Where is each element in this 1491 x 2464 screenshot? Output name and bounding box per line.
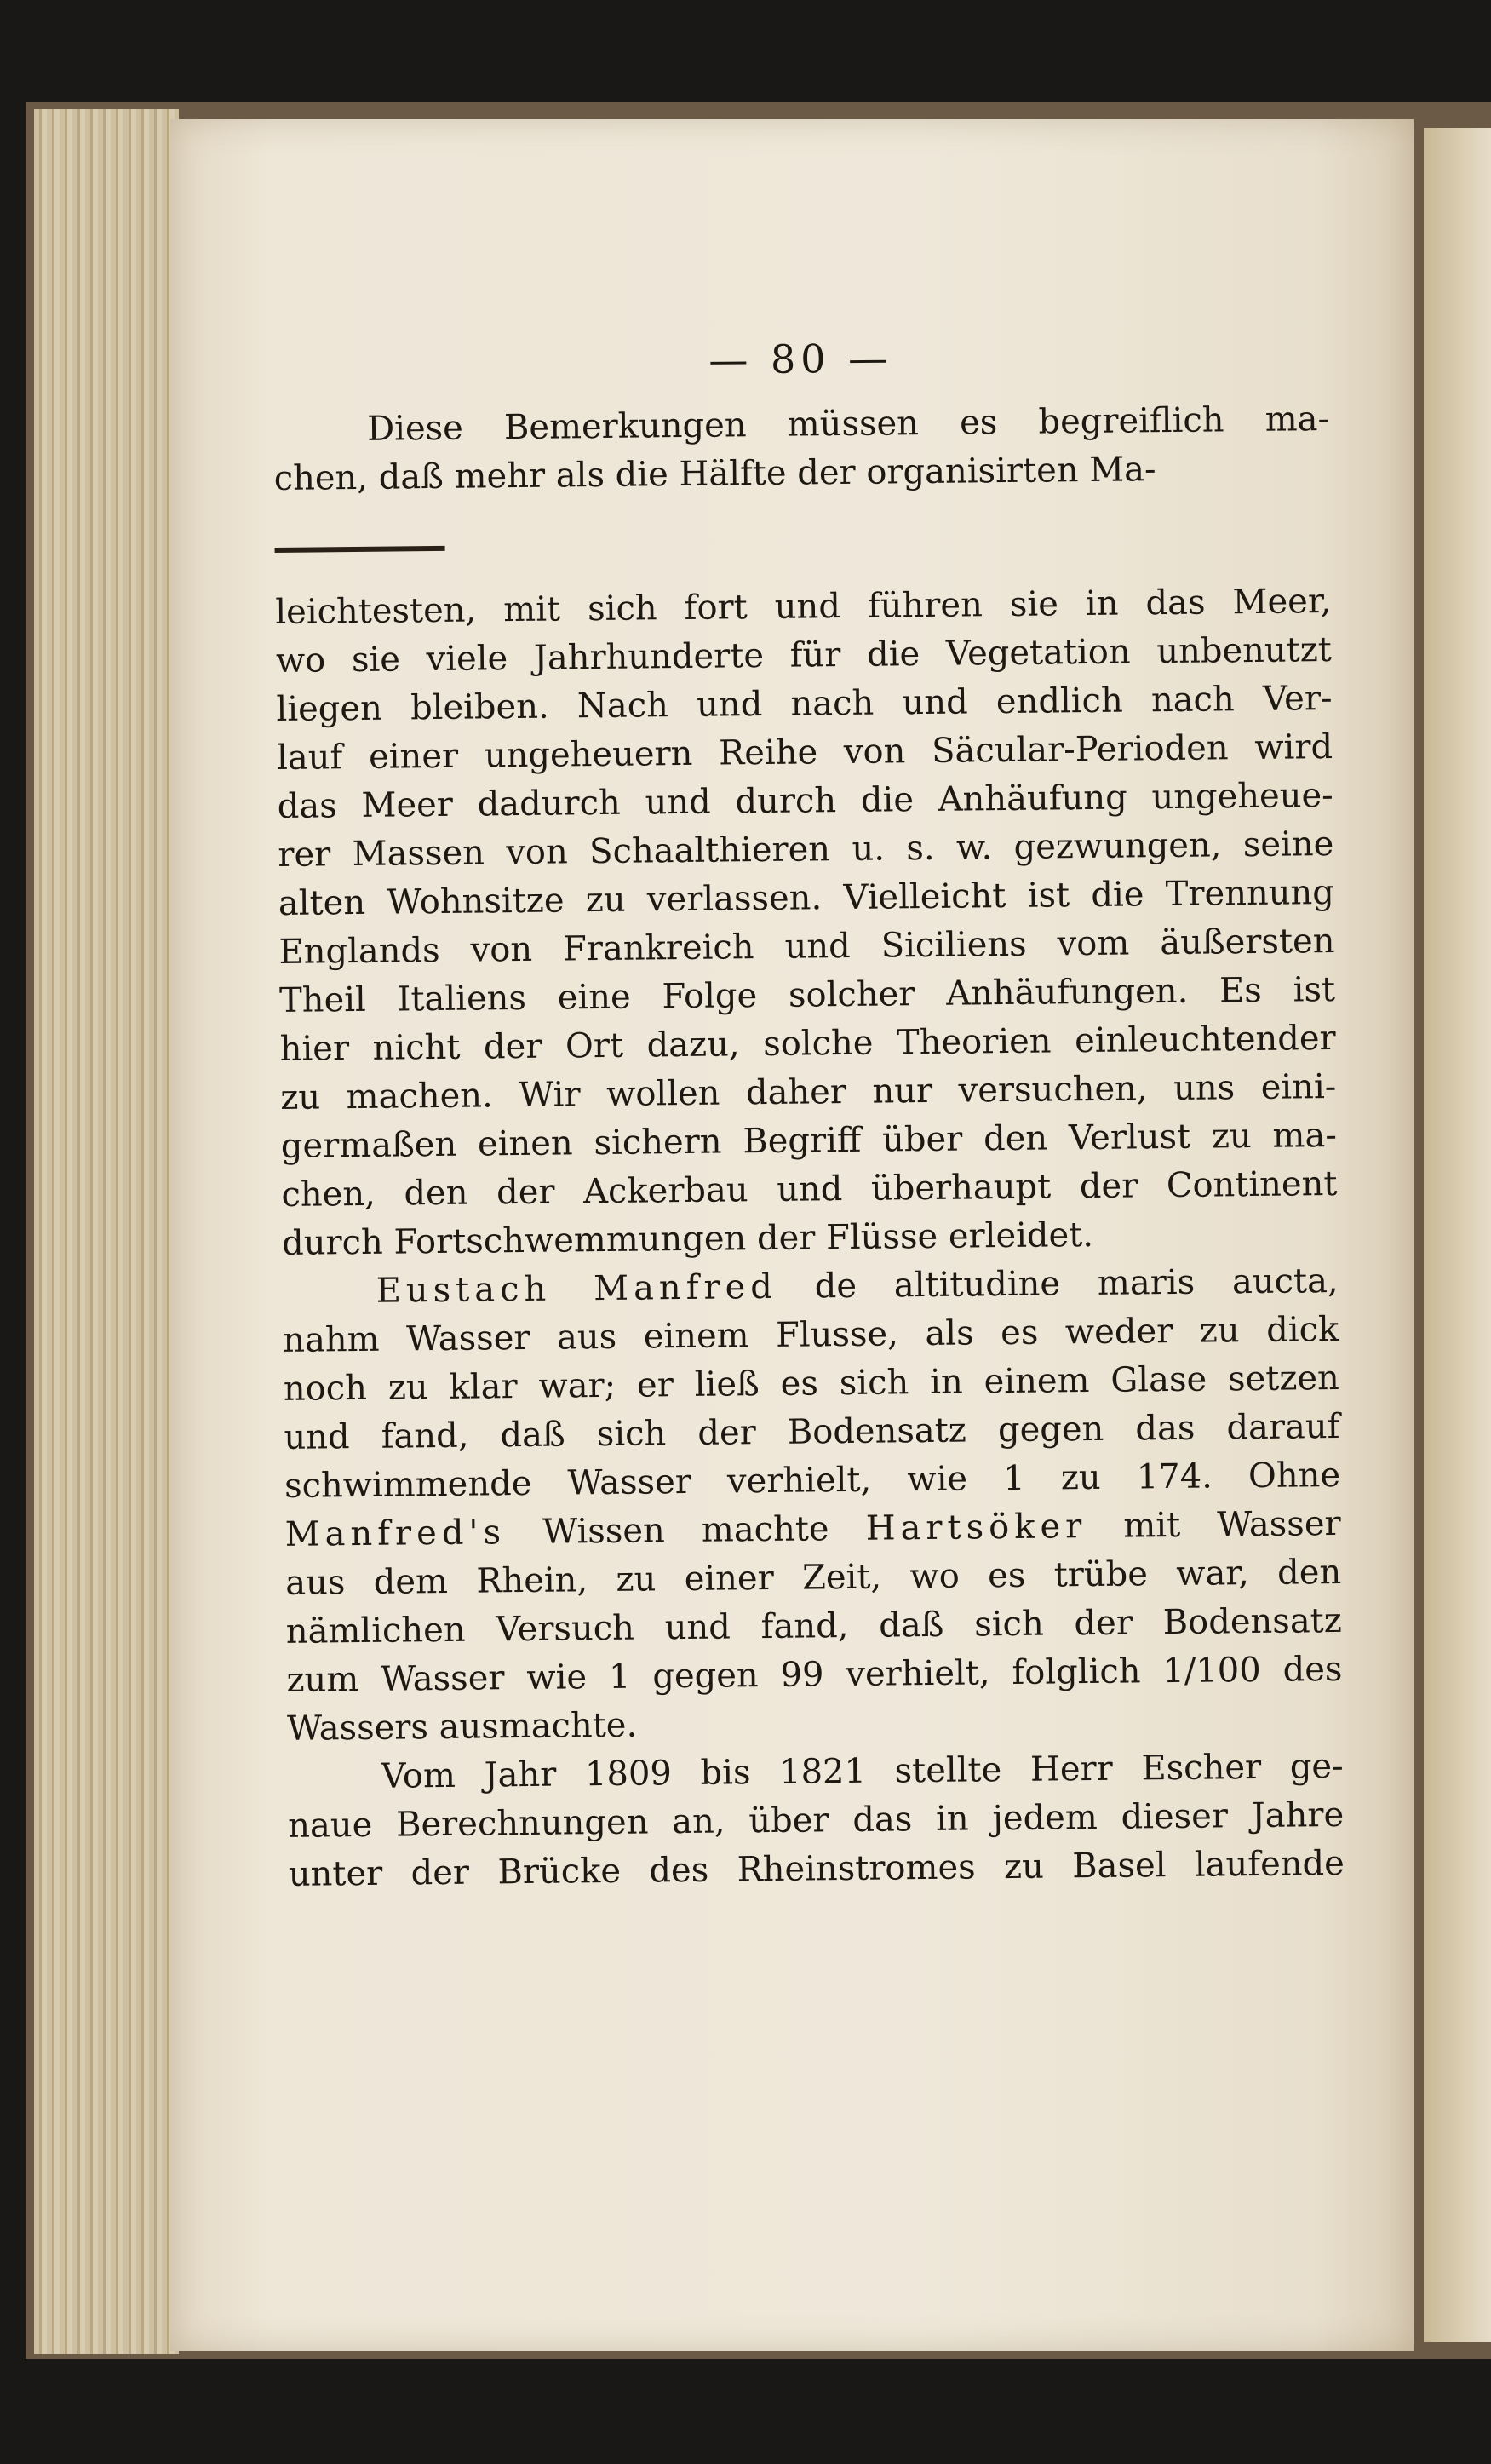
text-line: durch Fortschwemmungen der Flüsse erleidet. (281, 1215, 1094, 1263)
text-line: chen, den der Ackerbau und überhaupt der Continent (281, 1163, 1338, 1215)
text-line: zu machen. Wir wollen daher nur versuchen, uns eini- (280, 1066, 1337, 1117)
text-line: nahm Wasser aus einem Flusse, als es weder zu dick (283, 1309, 1339, 1360)
text-line: hier nicht der Ort dazu, solche Theorien einleuchtender (279, 1018, 1336, 1069)
text-line: lauf einer ungeheuern Reihe von Säcular-Perioden wird (276, 727, 1333, 778)
text-line: aus dem Rhein, zu einer Zeit, wo es trübe war, den (285, 1552, 1342, 1603)
text-line: schwimmende Wasser verhielt, wie 1 zu 174. Ohne (284, 1455, 1341, 1506)
text-line: naue Berechnungen an, über das in jedem dieser Jahre (288, 1795, 1345, 1846)
text-line: Wassers ausmachte. (286, 1705, 638, 1749)
text-line: und fand, daß sich der Bodensatz gegen das darauf (284, 1406, 1340, 1457)
text-line: das Meer dadurch und durch die Anhäufung ungeheue- (277, 775, 1333, 826)
person-name: Eustach Manfred (376, 1266, 778, 1311)
text-span: de altitudine maris aucta, (777, 1261, 1339, 1307)
text-line: leichtesten, mit sich fort und führen sie in das Meer, (275, 581, 1332, 632)
page-content (272, 330, 1345, 1899)
text-line: alten Wohnsitze zu verlassen. Vielleicht ist die Trennung (278, 872, 1335, 923)
text-line: noch zu klar war; er ließ es sich in einem Glase setzen (283, 1358, 1340, 1409)
text-line: liegen bleiben. Nach und nach und endlich nach Ver- (276, 678, 1333, 729)
text-line: wo sie viele Jahrhunderte für die Vegetation unbenutzt (275, 629, 1333, 681)
page-edges (34, 109, 179, 2354)
text-line: Diese Bemerkungen müssen es begreiflich ma- (366, 399, 1330, 449)
text-line: nämlichen Versuch und fand, daß sich der Bodensatz (285, 1600, 1343, 1651)
text-line: Vom Jahr 1809 bis 1821 stellte Herr Escher ge- (381, 1746, 1344, 1796)
top-paragraph (273, 395, 1330, 503)
text-span: Wissen machte (505, 1508, 866, 1553)
text-line: chen, daß mehr als die Hälfte der organisirten Ma- (273, 450, 1156, 498)
footnote-rule (275, 546, 445, 553)
text-span: mit Wasser (1087, 1503, 1341, 1547)
body-paragraph-2 (282, 1257, 1343, 1754)
body-paragraph-1 (275, 577, 1338, 1268)
text-line: germaßen einen sichern Begriff über den Verlust zu ma- (280, 1115, 1338, 1166)
person-name: Manfred's (284, 1513, 507, 1554)
text-line: unter der Brücke des Rheinstromes zu Basel laufende (288, 1843, 1345, 1894)
body-paragraph-3 (287, 1743, 1345, 1899)
text-line: rer Massen von Schaalthieren u. s. w. gezwungen, seine (278, 824, 1334, 875)
text-line: Theil Italiens eine Folge solcher Anhäufungen. Es ist (278, 969, 1336, 1020)
page-number: — 80 — (708, 335, 893, 383)
text-line: Englands von Frankreich und Siciliens vom äußersten (278, 921, 1335, 972)
text-line: zum Wasser wie 1 gegen 99 verhielt, folglich 1/100 des (286, 1649, 1343, 1700)
next-page-edge (1424, 128, 1491, 2342)
person-name: Hartsöker (865, 1507, 1087, 1548)
